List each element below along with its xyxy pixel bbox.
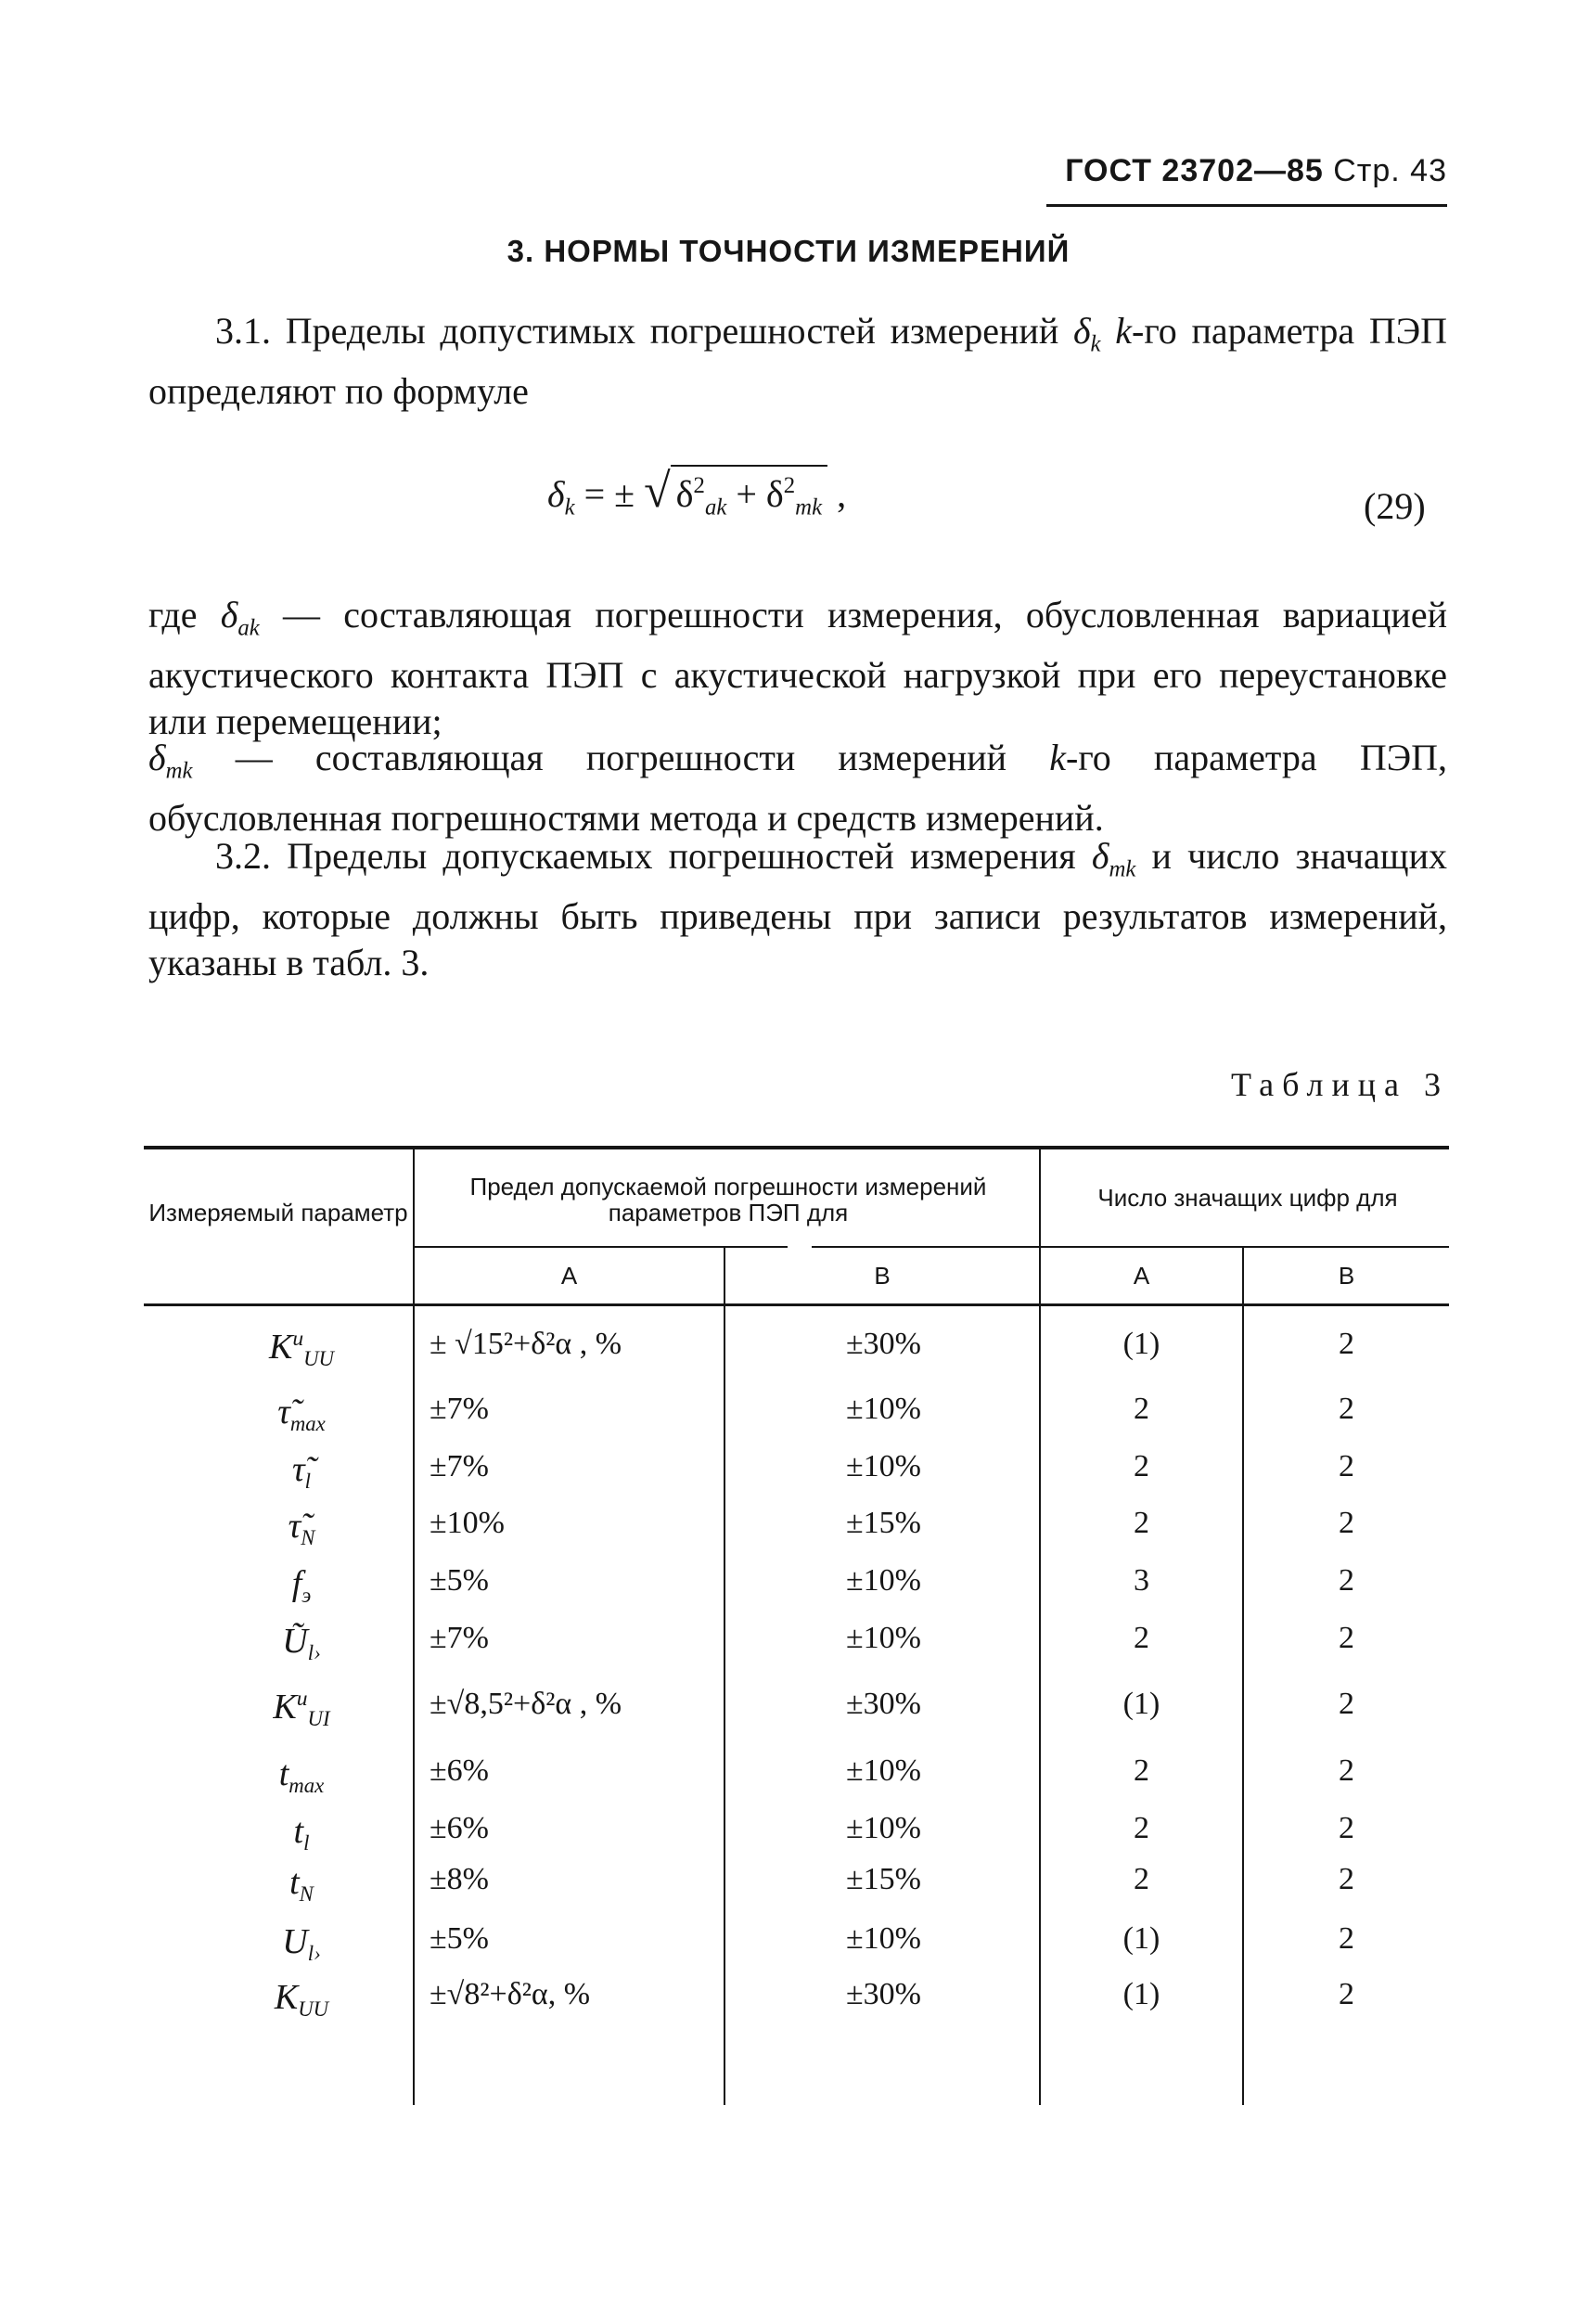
cell-digits-b: 2 <box>1339 1449 1354 1483</box>
table-caption: Таблица 3 <box>1231 1066 1449 1103</box>
col-divider-1 <box>413 1149 415 2105</box>
standard-number: ГОСТ 23702—85 <box>1065 153 1324 188</box>
param-symbol: U <box>282 1922 308 1962</box>
header-sub-rule-limit <box>415 1246 788 1248</box>
cell-limit-b: ±10% <box>846 1563 921 1598</box>
p31-tail: -го параметра ПЭП определяют по формуле <box>148 310 1448 412</box>
cell-digits-a: (1) <box>1122 1977 1160 2011</box>
cell-parameter <box>199 1921 404 1966</box>
param-symbol: K <box>268 1328 293 1367</box>
cell-digits-a: (1) <box>1122 1921 1160 1956</box>
param-symbol: Ũ <box>282 1622 308 1662</box>
param-sub: э <box>301 1584 312 1608</box>
where2-k: k <box>1049 737 1067 778</box>
where-lead: где <box>148 594 198 636</box>
cell-parameter <box>199 1563 404 1608</box>
definition-delta-mk <box>148 735 1447 841</box>
subheader-limit-a: А <box>560 1262 578 1290</box>
cell-limit-b: ±10% <box>846 1921 921 1956</box>
param-sub: max <box>289 1412 326 1436</box>
cell-digits-a: 2 <box>1134 1811 1149 1845</box>
cell-digits-a: (1) <box>1122 1687 1160 1721</box>
cell-digits-b: 2 <box>1339 1921 1354 1956</box>
cell-limit-b: ±10% <box>846 1621 921 1655</box>
radical-sign: √ <box>644 465 671 518</box>
p32-lead: 3.2. Пределы допускаемых погрешностей измерения <box>215 835 1076 877</box>
term2-sub: mk <box>795 494 823 520</box>
formula-lhs-sub: k <box>564 494 575 520</box>
cell-limit-a: ± √15²+δ²α , % <box>430 1327 622 1361</box>
cell-digits-b: 2 <box>1339 1862 1354 1896</box>
cell-parameter <box>199 1449 404 1494</box>
header-param: Измеряемый параметр <box>148 1199 408 1226</box>
cell-limit-b: ±30% <box>846 1327 921 1361</box>
definition-delta-ak <box>148 592 1447 745</box>
cell-parameter <box>199 1977 404 2022</box>
page-number: Стр. 43 <box>1333 153 1447 188</box>
cell-digits-b: 2 <box>1339 1811 1354 1845</box>
header-digits: Число значащих цифр для <box>1097 1184 1398 1212</box>
param-symbol: τ̃ <box>277 1393 290 1432</box>
cell-digits-b: 2 <box>1339 1327 1354 1361</box>
cell-digits-b: 2 <box>1339 1621 1354 1655</box>
cell-limit-a: ±8% <box>430 1862 489 1896</box>
cell-parameter <box>199 1621 404 1665</box>
where2-text-b: -го параметра ПЭП, обусловленная погрешностями метода и средств измерений. <box>148 737 1447 839</box>
p32-symbol: δ <box>1091 835 1109 877</box>
header-sub-rule-digits <box>812 1246 1449 1248</box>
term2-sup: 2 <box>783 473 796 499</box>
cell-limit-a: ±5% <box>430 1563 489 1598</box>
param-symbol: t <box>289 1863 300 1903</box>
where1-text: — составляющая погрешности измерения, обусловленная вариацией акустического контакта ПЭП с акустической нагрузкой при его переустановке или перемещении; <box>148 594 1448 742</box>
table-3 <box>144 1146 1449 2111</box>
page-header <box>1039 153 1447 189</box>
cell-digits-a: 2 <box>1134 1862 1149 1896</box>
header-bottom-rule <box>144 1303 1449 1306</box>
term2: δ <box>765 473 784 515</box>
cell-parameter <box>199 1862 404 1907</box>
formula-29 <box>547 464 846 521</box>
p31-k: k <box>1115 310 1133 352</box>
cell-limit-a: ±√8,5²+δ²α , % <box>430 1687 622 1721</box>
cell-digits-a: 2 <box>1134 1753 1149 1788</box>
header-rule <box>1046 204 1447 207</box>
term1: δ <box>675 473 694 515</box>
radicand <box>671 465 827 521</box>
where2-text-a: — составляющая погрешности измерений <box>192 737 1050 778</box>
param-sub: l <box>303 1831 310 1855</box>
cell-limit-b: ±30% <box>846 1687 921 1721</box>
param-symbol: τ̃ <box>288 1507 301 1547</box>
param-sub: max <box>288 1774 325 1798</box>
formula-comma: , <box>827 473 847 515</box>
where2-symbol: δ <box>148 737 166 778</box>
cell-limit-b: ±30% <box>846 1977 921 2011</box>
cell-digits-a: 2 <box>1134 1392 1149 1426</box>
param-sub: l› <box>307 1942 321 1966</box>
p31-symbol: δ <box>1072 310 1091 352</box>
param-sub: N <box>301 1526 315 1550</box>
col-divider-2 <box>724 1248 725 2105</box>
param-symbol: t <box>293 1812 304 1852</box>
param-symbol: t <box>278 1754 289 1794</box>
where2-symbol-sub: mk <box>165 758 193 784</box>
cell-digits-a: (1) <box>1122 1327 1160 1361</box>
param-sub: UU <box>303 1347 335 1371</box>
formula-eq: = ± <box>583 473 635 515</box>
cell-limit-b: ±10% <box>846 1811 921 1845</box>
equation-number: (29) <box>1364 485 1426 527</box>
cell-limit-b: ±10% <box>846 1449 921 1483</box>
cell-limit-b: ±15% <box>846 1862 921 1896</box>
param-sub: UU <box>298 1997 329 2022</box>
param-symbol: K <box>274 1978 299 2018</box>
param-sub: l› <box>307 1641 321 1665</box>
cell-digits-a: 2 <box>1134 1621 1149 1655</box>
param-symbol: τ̃ <box>292 1450 305 1490</box>
cell-digits-b: 2 <box>1339 1977 1354 2011</box>
table-top-rule <box>144 1146 1449 1149</box>
cell-limit-a: ±10% <box>430 1506 505 1540</box>
term1-sub: ak <box>704 494 727 520</box>
param-symbol: f <box>291 1564 302 1604</box>
param-sub: N <box>299 1882 314 1907</box>
cell-digits-b: 2 <box>1339 1506 1354 1540</box>
cell-digits-b: 2 <box>1339 1753 1354 1788</box>
subheader-digits-b: В <box>1338 1262 1355 1290</box>
param-sub: UI <box>307 1707 330 1731</box>
cell-limit-b: ±10% <box>846 1392 921 1426</box>
where1-symbol: δ <box>220 594 238 636</box>
param-sup: и <box>292 1327 304 1351</box>
cell-limit-a: ±√8²+δ²α, % <box>430 1977 591 2011</box>
cell-limit-a: ±7% <box>430 1449 489 1483</box>
cell-parameter <box>199 1753 404 1798</box>
cell-limit-a: ±7% <box>430 1621 489 1655</box>
cell-parameter <box>199 1687 404 1731</box>
plus-sign: + <box>736 473 757 515</box>
cell-limit-b: ±15% <box>846 1506 921 1540</box>
cell-limit-a: ±6% <box>430 1753 489 1788</box>
cell-digits-b: 2 <box>1339 1392 1354 1426</box>
param-sub: l <box>304 1470 311 1494</box>
cell-digits-b: 2 <box>1339 1563 1354 1598</box>
paragraph-3-1 <box>148 308 1447 415</box>
where1-symbol-sub: ak <box>237 615 260 641</box>
cell-digits-a: 3 <box>1134 1563 1149 1598</box>
param-symbol: K <box>273 1688 297 1727</box>
cell-digits-b: 2 <box>1339 1687 1354 1721</box>
term1-sup: 2 <box>693 473 705 499</box>
cell-digits-a: 2 <box>1134 1506 1149 1540</box>
cell-limit-a: ±6% <box>430 1811 489 1845</box>
header-limit: Предел допускаемой погрешности измерений параметров ПЭП для <box>469 1173 987 1226</box>
cell-limit-a: ±5% <box>430 1921 489 1956</box>
cell-parameter <box>199 1392 404 1436</box>
param-sup: и <box>296 1687 308 1711</box>
cell-parameter <box>199 1811 404 1855</box>
p32-symbol-sub: mk <box>1109 856 1136 882</box>
p32-text: и число значащих цифр, которые должны быть приведены при записи результатов измерений, указаны в табл. 3. <box>148 835 1447 983</box>
cell-parameter <box>199 1327 404 1371</box>
subheader-digits-a: А <box>1133 1262 1150 1290</box>
formula-radical <box>644 464 827 521</box>
p31-lead: 3.1. Пределы допустимых погрешностей измерений <box>215 310 1059 352</box>
section-title: 3. НОРМЫ ТОЧНОСТИ ИЗМЕРЕНИЙ <box>506 234 1071 268</box>
cell-digits-a: 2 <box>1134 1449 1149 1483</box>
subheader-limit-b: В <box>874 1262 891 1290</box>
formula-lhs: δ <box>547 473 565 515</box>
paragraph-3-2 <box>148 833 1447 986</box>
cell-limit-a: ±7% <box>430 1392 489 1426</box>
cell-parameter <box>199 1506 404 1550</box>
p31-symbol-sub: k <box>1090 331 1101 357</box>
cell-limit-b: ±10% <box>846 1753 921 1788</box>
